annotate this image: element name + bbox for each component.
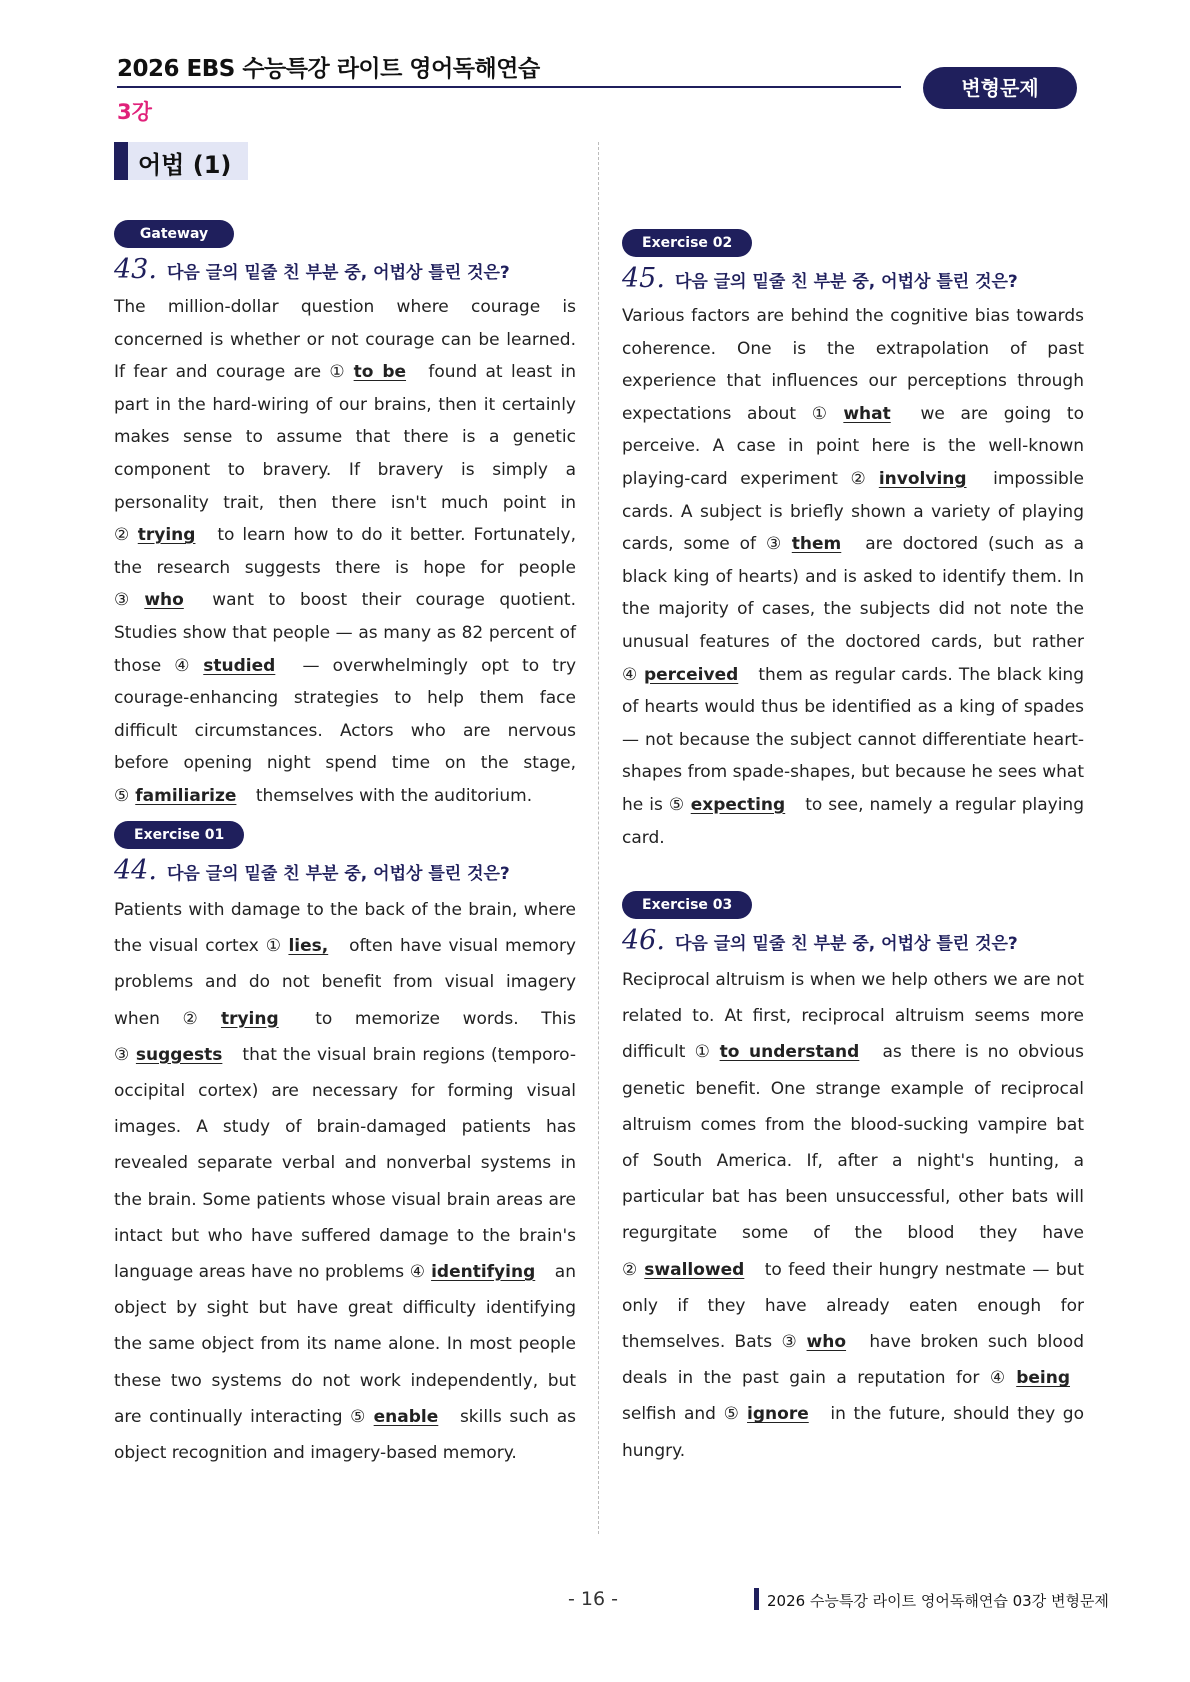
choice-number: ④ bbox=[989, 1368, 1011, 1389]
question-number: 43. bbox=[114, 254, 157, 285]
question-passage bbox=[114, 291, 576, 813]
passage-text: are doctored (such as a black king of hearts) and is asked to identify them. In the majority of cases, the subjects did not note the unusual features of the doctored cards, but rather bbox=[622, 534, 1084, 652]
answer-choice bbox=[174, 656, 289, 676]
choice-number: ④ bbox=[622, 664, 638, 685]
passage-text: an object by sight but have great difficulty identifying the same object from its name alone. In most people these two systems do not work independently, but are continually interacting bbox=[114, 1262, 576, 1427]
question-tag: Exercise 02 bbox=[622, 229, 752, 257]
choice-number: ⑤ bbox=[114, 785, 130, 806]
passage-text: in the future, should they go hungry. bbox=[622, 1404, 1084, 1461]
underlined-phrase: expecting bbox=[690, 794, 786, 815]
passage-text: skills such as object recognition and imagery-based memory. bbox=[114, 1406, 576, 1464]
underlined-phrase: who bbox=[144, 590, 184, 611]
passage-text: — overwhelmingly opt to try courage-enhancing strategies to help them face difficult circumstances. Actors who are nervous before opening night spend time on the stage, bbox=[114, 655, 577, 774]
answer-choice bbox=[114, 525, 209, 545]
variant-badge: 변형문제 bbox=[923, 67, 1077, 109]
answer-choice bbox=[410, 1262, 550, 1282]
underlined-phrase: suggests bbox=[135, 1044, 223, 1065]
question-number: 44. bbox=[114, 855, 157, 886]
underlined-phrase: involving bbox=[878, 468, 967, 489]
passage-text: to feed their hungry nestmate — but only if they have already eaten enough for themselves. Bats bbox=[622, 1259, 1084, 1353]
header-divider bbox=[117, 86, 901, 88]
lesson-label: 3강 bbox=[117, 100, 152, 124]
passage-text: want to boost their courage quotient. Studies show that people — as many as 82 percent of those bbox=[114, 590, 576, 676]
question-passage bbox=[114, 892, 576, 1471]
question-passage bbox=[622, 300, 1084, 854]
choice-number: ① bbox=[811, 403, 838, 424]
passage-text: often have visual memory problems and do not benefit from visual imagery when bbox=[114, 936, 576, 1029]
underlined-phrase: lies, bbox=[288, 936, 329, 957]
answer-choice bbox=[781, 1332, 860, 1352]
passage-text: that the visual brain regions (temporo-occipital cortex) are necessary for forming visual images. A study of brain-damaged patients has revealed separate verbal and nonverbal systems in the brain. Some patients whose visual brain areas are intact but who have suffered damage to the brain's language areas have no problems bbox=[114, 1044, 576, 1283]
choice-number: ⑤ bbox=[668, 794, 685, 815]
answer-choice bbox=[850, 469, 980, 489]
question-number: 46. bbox=[622, 925, 665, 956]
passage-text: found at least in part in the hard-wiring of our brains, then it certainly makes sense to assume that there is a genetic component to bravery. If bravery is simply a personality trait, then there isn't much point in bbox=[114, 362, 576, 513]
question-number: 45. bbox=[622, 263, 665, 294]
question-instruction: 다음 글의 밑줄 친 부분 중, 어법상 틀린 것은? bbox=[166, 864, 510, 884]
question-header bbox=[622, 263, 1084, 294]
passage-text: as there is no obvious genetic benefit. One strange example of reciprocal altruism comes from the blood-sucking vampire bat of South America. If, after a night's hunting, a particular bat has been unsuccessful, other bats will regurgitate some of the blood they have bbox=[622, 1042, 1084, 1244]
choice-number: ③ bbox=[114, 590, 139, 611]
passage-text: Patients with damage to the back of the brain, where the visual cortex bbox=[114, 900, 576, 957]
question-instruction: 다음 글의 밑줄 친 부분 중, 어법상 틀린 것은? bbox=[674, 934, 1018, 954]
question-header bbox=[114, 254, 576, 285]
passage-text: we are going to perceive. A case in point here is the well-known playing-card experiment bbox=[622, 403, 1084, 489]
underlined-phrase: being bbox=[1016, 1368, 1070, 1389]
question-tag: Exercise 01 bbox=[114, 821, 244, 849]
question-instruction: 다음 글의 밑줄 친 부분 중, 어법상 틀린 것은? bbox=[166, 263, 510, 283]
footer-title: 2026 수능특강 라이트 영어독해연습 03강 변형문제 bbox=[767, 1592, 1109, 1610]
document-title: 2026 EBS 수능특강 라이트 영어독해연습 bbox=[117, 56, 540, 82]
underlined-phrase: to understand bbox=[719, 1042, 860, 1063]
passage-text: The million-dollar question where courage is concerned is whether or not courage can be learned. If fear and courage are bbox=[114, 297, 576, 383]
choice-number: ⑤ bbox=[723, 1404, 742, 1425]
underlined-phrase: enable bbox=[373, 1406, 439, 1427]
answer-choice bbox=[350, 1407, 452, 1427]
underlined-phrase: identifying bbox=[431, 1262, 536, 1283]
choice-number: ② bbox=[182, 1008, 215, 1029]
section-heading bbox=[114, 142, 248, 180]
choice-number: ④ bbox=[174, 655, 198, 676]
underlined-phrase: who bbox=[806, 1332, 847, 1353]
choice-number: ① bbox=[329, 362, 348, 383]
passage-text: have broken such blood deals in the past gain a reputation for bbox=[622, 1332, 1084, 1389]
question-43 bbox=[114, 220, 576, 813]
answer-choice bbox=[622, 665, 752, 685]
answer-choice bbox=[329, 362, 420, 382]
underlined-phrase: trying bbox=[220, 1008, 279, 1029]
choice-number: ③ bbox=[766, 534, 786, 555]
answer-choice bbox=[695, 1042, 874, 1062]
column-divider bbox=[598, 142, 599, 1534]
choice-number: ② bbox=[622, 1259, 639, 1280]
underlined-phrase: trying bbox=[137, 525, 196, 546]
answer-choice bbox=[183, 1009, 293, 1029]
answer-choice bbox=[114, 590, 198, 610]
page-number: - 16 - bbox=[568, 1588, 618, 1610]
question-instruction: 다음 글의 밑줄 친 부분 중, 어법상 틀린 것은? bbox=[674, 272, 1018, 292]
underlined-phrase: familiarize bbox=[135, 785, 237, 806]
answer-choice bbox=[812, 404, 905, 424]
passage-text: to learn how to do it better. Fortunately, the research suggests there is hope for people bbox=[114, 525, 576, 578]
question-header bbox=[622, 925, 1084, 956]
choice-number: ③ bbox=[781, 1332, 801, 1353]
passage-text: impossible cards. A subject is briefly shown a variety of playing cards, some of bbox=[622, 468, 1084, 555]
answer-choice bbox=[990, 1368, 1084, 1388]
passage-text: to see, namely a regular playing card. bbox=[622, 794, 1084, 848]
choice-number: ② bbox=[850, 468, 873, 489]
passage-text: Reciprocal altruism is when we help others we are not related to. At first, reciprocal altruism seems more difficult bbox=[622, 970, 1084, 1063]
choice-number: ① bbox=[694, 1042, 714, 1063]
question-header bbox=[114, 855, 576, 886]
answer-choice bbox=[114, 786, 250, 806]
choice-number: ③ bbox=[114, 1044, 130, 1065]
passage-text: to memorize words. This bbox=[292, 1008, 576, 1029]
passage-text: Various factors are behind the cognitive bias towards coherence. One is the extrapolation of past experience that influences our perceptions through expectations about bbox=[622, 306, 1084, 424]
question-44 bbox=[114, 821, 576, 1471]
passage-text: themselves with the auditorium. bbox=[250, 785, 533, 806]
choice-number: ① bbox=[265, 936, 283, 957]
question-46 bbox=[622, 891, 1084, 1469]
answer-choice bbox=[766, 534, 855, 554]
question-45 bbox=[622, 229, 1084, 854]
underlined-phrase: studied bbox=[203, 655, 276, 676]
passage-text: selfish and bbox=[622, 1404, 724, 1425]
choice-number: ② bbox=[114, 525, 132, 546]
underlined-phrase: ignore bbox=[747, 1404, 809, 1425]
underlined-phrase: what bbox=[843, 403, 891, 424]
answer-choice bbox=[622, 1260, 758, 1280]
section-heading-text: 어법 (1) bbox=[138, 151, 232, 179]
question-tag: Gateway bbox=[114, 220, 234, 248]
question-tag: Exercise 03 bbox=[622, 891, 752, 919]
answer-choice bbox=[669, 795, 799, 815]
section-heading-bar bbox=[114, 142, 128, 180]
choice-number: ⑤ bbox=[350, 1406, 368, 1427]
underlined-phrase: swallowed bbox=[644, 1259, 745, 1280]
underlined-phrase: them bbox=[791, 534, 842, 555]
question-passage bbox=[622, 962, 1084, 1469]
choice-number: ④ bbox=[409, 1262, 426, 1283]
underlined-phrase: perceived bbox=[643, 664, 739, 685]
answer-choice bbox=[114, 1045, 236, 1065]
passage-text: them as regular cards. The black king of hearts would thus be identified as a king of spades — not because the subject cannot differentiate heart-shapes from spade-shapes, but because he sees what he is bbox=[622, 664, 1084, 815]
answer-choice bbox=[266, 936, 342, 956]
underlined-phrase: to be bbox=[353, 362, 407, 383]
answer-choice bbox=[724, 1404, 823, 1424]
